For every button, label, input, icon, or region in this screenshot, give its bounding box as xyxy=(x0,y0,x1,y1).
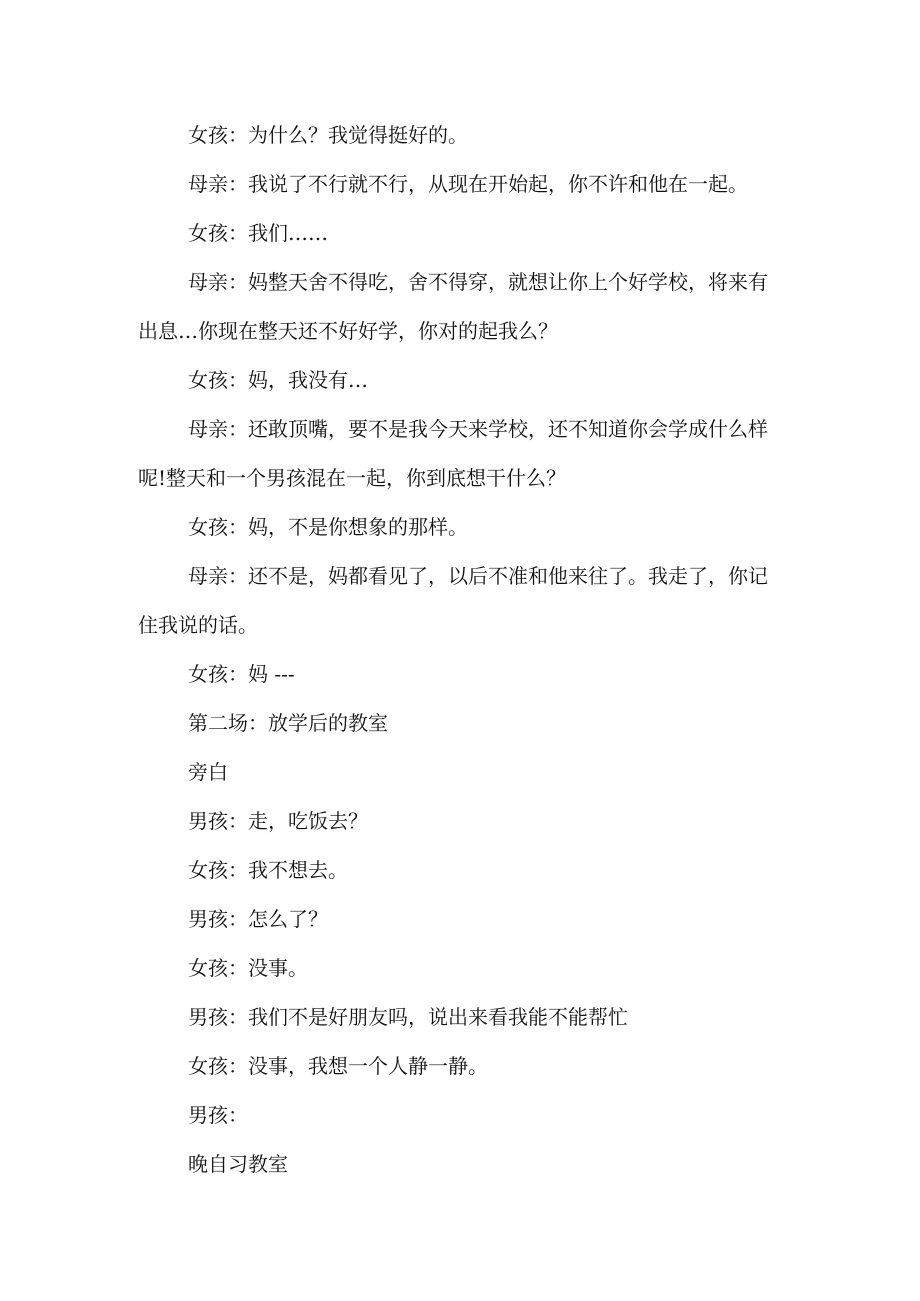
scene-heading: 第二场：放学后的教室 xyxy=(188,711,388,735)
paragraph: 女孩：妈，不是你想象的那样。 xyxy=(188,515,468,539)
paragraph: 女孩：我们…… xyxy=(188,221,328,245)
paragraph: 男孩：我们不是好朋友吗，说出来看我能不能帮忙 xyxy=(188,1005,628,1029)
paragraph: 母亲：我说了不行就不行，从现在开始起，你不许和他在一起。 xyxy=(188,172,748,196)
paragraph: 母亲：还敢顶嘴，要不是我今天来学校，还不知道你会学成什么样呢!整天和一个男孩混在一起，你到底想干什么？ xyxy=(138,417,768,490)
paragraph: 男孩：怎么了？ xyxy=(188,907,328,931)
paragraph: 男孩： xyxy=(188,1103,248,1127)
paragraph: 男孩：走，吃饭去？ xyxy=(188,809,368,833)
paragraph: 女孩：妈 --- xyxy=(188,662,295,686)
paragraph: 女孩：没事。 xyxy=(188,956,308,980)
document-body xyxy=(138,111,778,1189)
paragraph: 旁白 xyxy=(188,760,228,784)
scene-heading: 晚自习教室 xyxy=(188,1152,288,1176)
paragraph: 女孩：妈，我没有… xyxy=(188,368,368,392)
paragraph: 母亲：妈整天舍不得吃，舍不得穿，就想让你上个好学校，将来有出息…你现在整天还不好好学，你对的起我么？ xyxy=(138,270,768,343)
paragraph: 母亲：还不是，妈都看见了，以后不准和他来往了。我走了，你记住我说的话。 xyxy=(138,564,768,637)
paragraph: 女孩：为什么？我觉得挺好的。 xyxy=(188,123,468,147)
paragraph: 女孩：没事，我想一个人静一静。 xyxy=(188,1054,488,1078)
paragraph: 女孩：我不想去。 xyxy=(188,858,348,882)
